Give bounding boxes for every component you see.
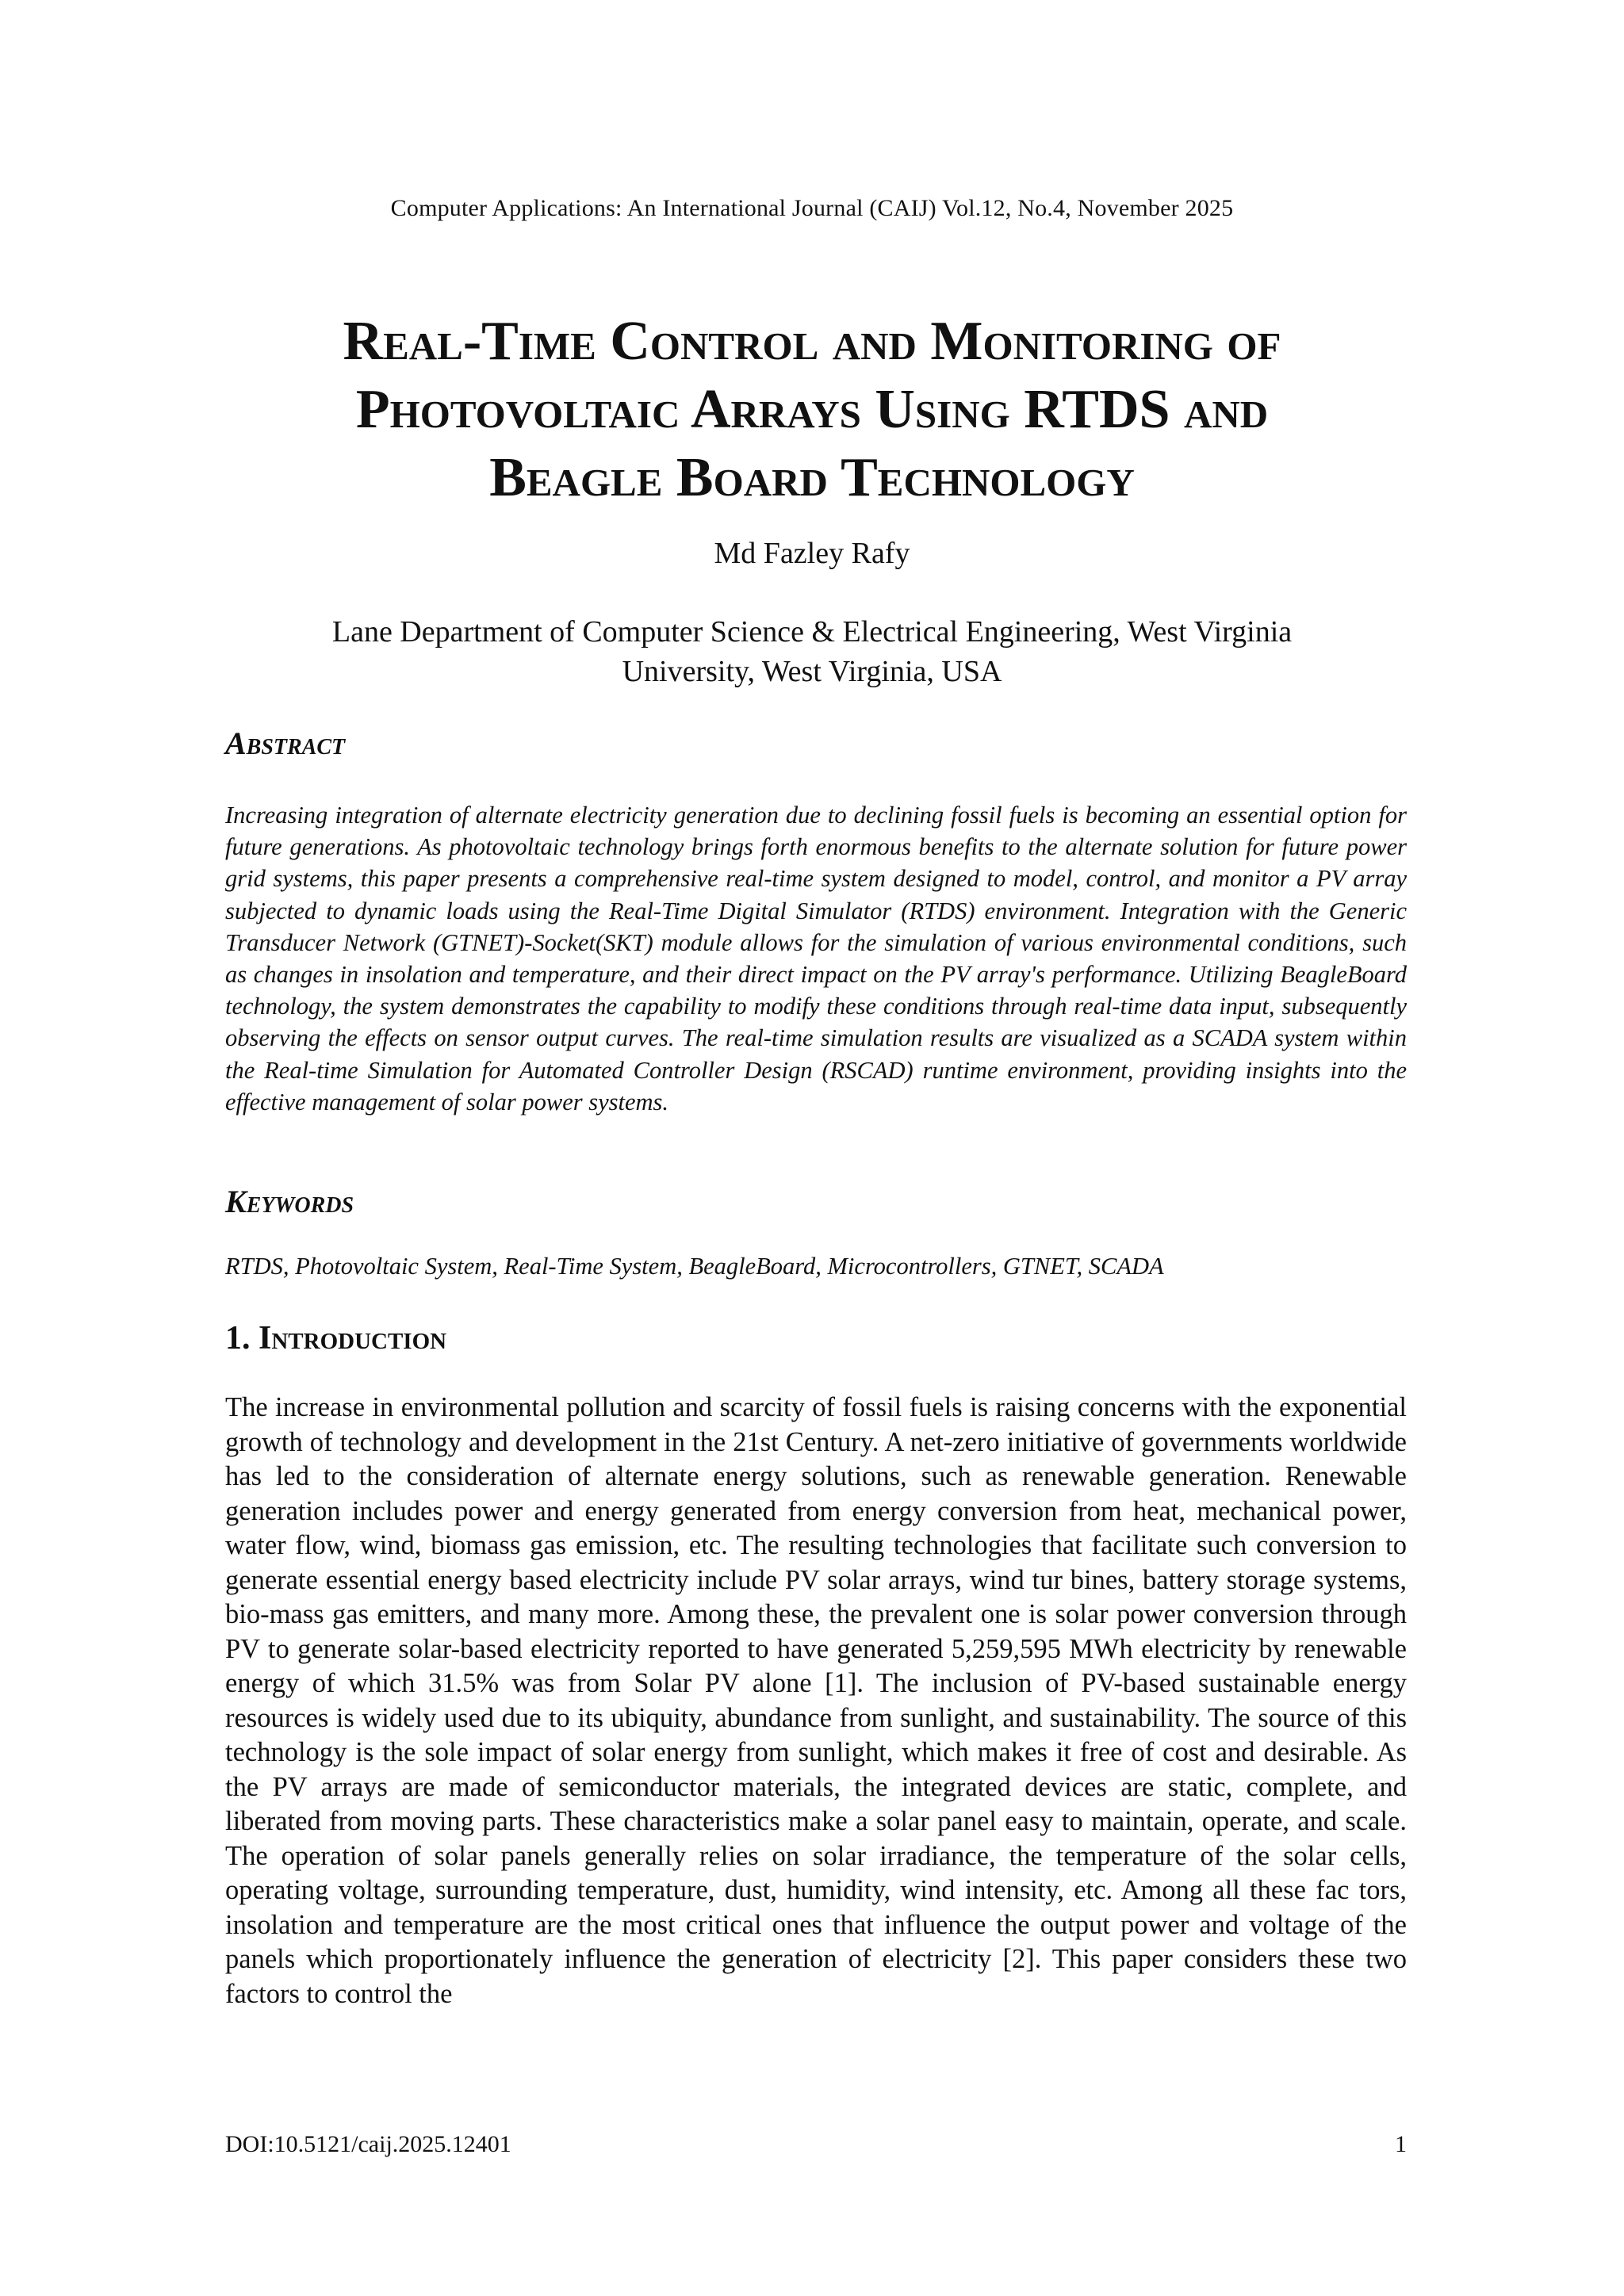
page-number: 1 bbox=[1395, 2131, 1407, 2157]
doi-footer: DOI:10.5121/caij.2025.12401 bbox=[225, 2131, 511, 2157]
title-line: Photovoltaic Arrays Using RTDS and bbox=[355, 379, 1269, 440]
affiliation-line: Lane Department of Computer Science & Electrical Engineering, West Virginia bbox=[331, 615, 1293, 649]
keywords-heading: Keywords bbox=[225, 1184, 354, 1219]
keywords-text: RTDS, Photovoltaic System, Real-Time System, BeagleBoard, Microcontrollers, GTNET, SCADA bbox=[225, 1253, 1164, 1280]
journal-header: Computer Applications: An International Journal (CAIJ) Vol.12, No.4, November 2025 bbox=[390, 195, 1234, 221]
author-name: Md Fazley Rafy bbox=[714, 537, 910, 570]
title-line: Real-Time Control and Monitoring of bbox=[343, 311, 1281, 372]
introduction-heading: 1. Introduction bbox=[225, 1320, 447, 1357]
introduction-text: The increase in environmental pollution and scarcity of fossil fuels is raising concerns with the exponential growth of technology and development in the 21st Century. A net-zero initiative of governments worldwide has led to the consideration of alternate energy solutions, such as renewable generation. Renewable generation includes power and energy generated from energy conversion from heat, mechanical power, water flow, wind, biomass gas emission, etc. The resulting technologies that facilitate such conversion to generate essential energy based electricity include PV solar arrays, wind tur bines, battery storage systems, bio-mass gas emitters, and many more. Among these, the prevalent one is solar power conversion through PV to generate solar-based electricity reported to have generated 5,259,595 MWh electricity by renewable energy of which 31.5% was from Solar PV alone [1]. The inclusion of PV-based sustainable energy resources is widely used due to its ubiquity, abundance from sunlight, and sustainability. The source of this technology is the sole impact of solar energy from sunlight, which makes it free of cost and desirable. As the PV arrays are made of semiconductor materials, the integrated devices are static, complete, and liberated from moving parts. These characteristics make a solar panel easy to maintain, operate, and scale. The operation of solar panels generally relies on solar irradiance, the temperature of the solar cells, operating voltage, surrounding temperature, dust, humidity, wind intensity, etc. Among all these fac tors, insolation and temperature are the most critical ones that influence the output power and voltage of the panels which proportionately influence the generation of electricity [2]. This paper considers these two factors to control the bbox=[225, 1392, 1407, 2009]
abstract-heading: Abstract bbox=[225, 725, 346, 761]
author-affiliation bbox=[198, 612, 1426, 691]
abstract-text: Increasing integration of alternate electricity generation due to declining fossil fuels is becoming an essential option for future generations. As photovoltaic technology brings forth enormous benefits to the alternate solution for future power grid systems, this paper presents a comprehensive real-time system designed to model, control, and monitor a PV array subjected to dynamic loads using the Real-Time Digital Simulator (RTDS) environment. Integration with the Generic Transducer Network (GTNET)-Socket(SKT) module allows for the simulation of various environmental conditions, such as changes in insolation and temperature, and their direct impact on the PV array's performance. Utilizing BeagleBoard technology, the system demonstrates the capability to modify these conditions through real-time data input, subsequently observing the effects on sensor output curves. The real-time simulation results are visualized as a SCADA system within the Real-time Simulation for Automated Controller Design (RSCAD) runtime environment, providing insights into the effective management of solar power systems. bbox=[225, 802, 1407, 1115]
paper-title bbox=[159, 308, 1465, 512]
title-line: Beagle Board Technology bbox=[489, 447, 1135, 508]
affiliation-line: University, West Virginia, USA bbox=[622, 655, 1002, 688]
